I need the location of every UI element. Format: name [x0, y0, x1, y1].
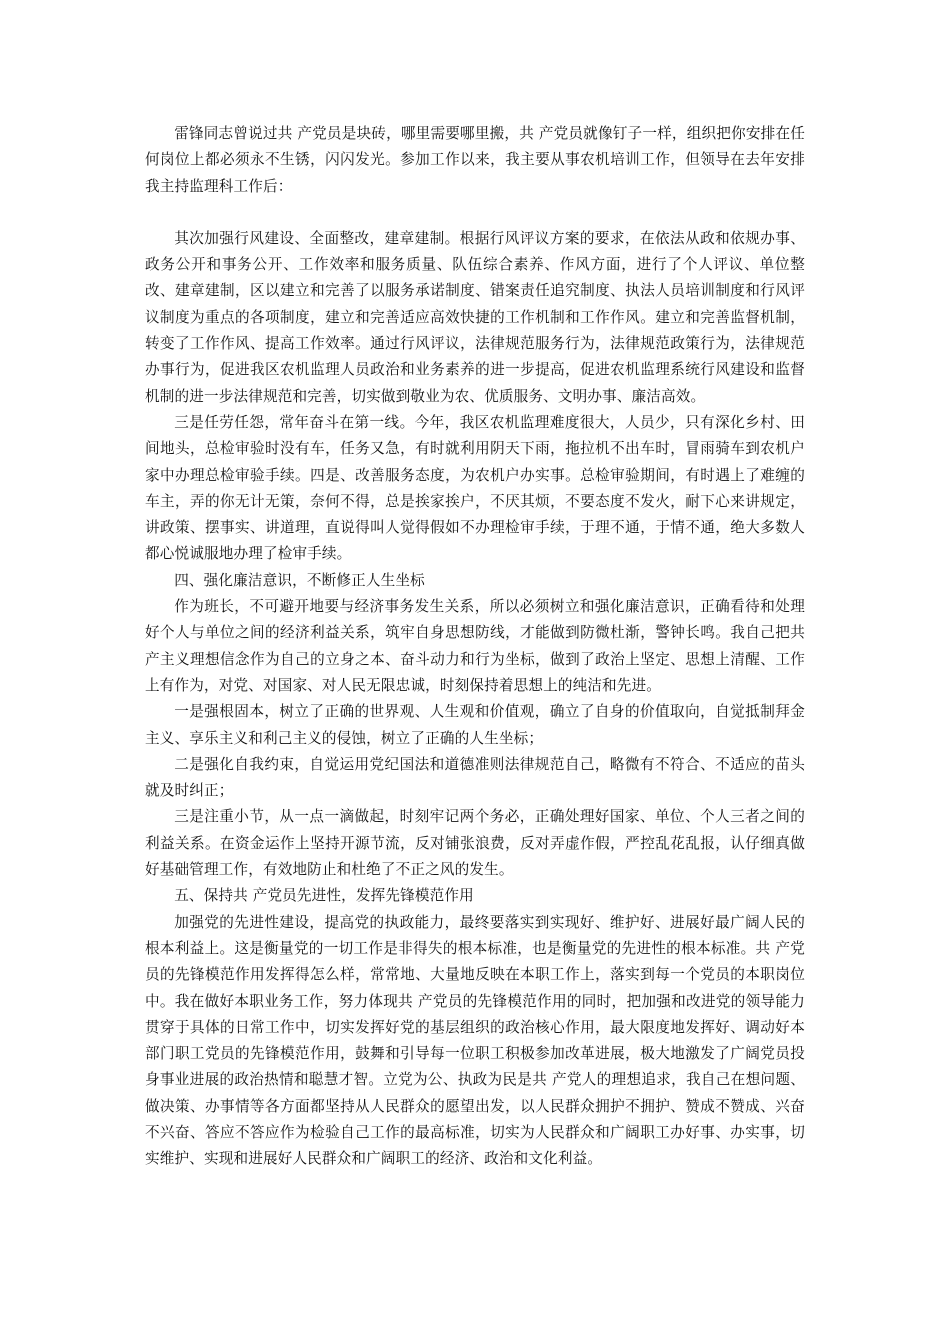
paragraph-party-advancement: 加强党的先进性建设，提高党的执政能力，最终要落实到实现好、维护好、进展好最广阔人民的根本利益上。这是衡量党的一切工作是非得失的根本标准，也是衡量党的先进性的根本标准。共 产党员的先锋模范作用发挥得怎么样，常常地、大量地反映在本职工作上，落实到每一个党员的本职岗位中。我在做好本职业务工作，努力体现共 产党员的先锋模范作用的同时，把加强和改进党的领导能力贯穿于具体的日常工作中，切实发挥好党的基层组织的政治核心作用，最大限度地发挥好、调动好本部门职工党员的先锋模范作用，鼓舞和引导每一位职工积极参加改革进展，极大地激发了广阔党员投身事业进展的政治热情和聪慧才智。立党为公、执政为民是共 产党人的理想追求，我自己在想问题、做决策、办事情等各方面都坚持从人民群众的愿望出发，以人民群众拥护不拥护、赞成不赞成、兴奋不兴奋、答应不答应作为检验自己工作的最高标准，切实为人民群众和广阔职工办好事、办实事，切实维护、实现和进展好人民群众和广阔职工的经济、政治和文化利益。 [145, 913, 805, 1168]
section-heading-integrity: 四、强化廉洁意识，不断修正人生坐标 [174, 571, 425, 589]
paragraph-frontline-work: 三是任劳任怨，常年奋斗在第一线。今年，我区农机监理难度很大，人员少，只有深化乡村、田间地头，总检审验时没有车，任务又急，有时就利用阴天下雨，拖拉机不出车时，冒雨骑车到农机户家中办理总检审验手续。四是、改善服务态度，为农机户办实事。总检审验期间，有时遇上了难缠的车主，弄的你无计无策，奈何不得，总是挨家挨户，不厌其烦，不要态度不发火，耐下心来讲规定，讲政策、摆事实、讲道理，直说得叫人觉得假如不办理检审手续，于理不通，于情不通，绝大多数人都心悦诚服地办理了检审手续。 [145, 413, 805, 563]
paragraph-point-three: 三是注重小节，从一点一滴做起，时刻牢记两个务必，正确处理好国家、单位、个人三者之间的利益关系。在资金运作上坚持开源节流，反对铺张浪费，反对弄虚作假，严控乱花乱报，认仔细真做好基础管理工作，有效地防止和杜绝了不正之风的发生。 [145, 808, 805, 879]
paragraph-point-one: 一是强根固本，树立了正确的世界观、人生观和价值观，确立了自身的价值取向，自觉抵制拜金主义、享乐主义和利己主义的侵蚀，树立了正确的人生坐标； [145, 703, 805, 747]
section-heading-vanguard: 五、保持共 产党员先进性，发挥先锋模范作用 [174, 887, 474, 905]
document-body [145, 121, 805, 1173]
paragraph-point-two: 二是强化自我约束，自觉运用党纪国法和道德准则法律规范自己，略微有不符合、不适应的苗头就及时纠正； [145, 755, 805, 800]
paragraph-integrity-awareness: 作为班长，不可避开地要与经济事务发生关系，所以必须树立和强化廉洁意识，正确看待和处理好个人与单位之间的经济利益关系，筑牢自身思想防线，才能做到防微杜渐，警钟长鸣。我自己把共产主义理想信念作为自己的立身之本、奋斗动力和行为坐标，做到了政治上坚定、思想上清醒、工作上有作为，对党、对国家、对人民无限忠诚，时刻保持着思想上的纯洁和先进。 [145, 598, 805, 694]
paragraph-style-building: 其次加强行风建设、全面整改，建章建制。根据行风评议方案的要求，在依法从政和依规办事、政务公开和事务公开、工作效率和服务质量、队伍综合素养、作风方面，进行了个人评议、单位整改、建章建制，区以建立和完善了以服务承诺制度、错案责任追究制度、执法人员培训制度和行风评议制度为重点的各项制度，建立和完善适应高效快捷的工作机制和工作作风。建立和完善监督机制，转变了工作作风、提高工作效率。通过行风评议，法律规范服务行为，法律规范政策行为，法律规范办事行为，促进我区农机监理人员政治和业务素养的进一步提高，促进农机监理系统行风建设和监督机制的进一步法律规范和完善，切实做到敬业为农、优质服务、文明办事、廉洁高效。 [145, 229, 805, 405]
paragraph-intro: 雷锋同志曾说过共 产党员是块砖，哪里需要哪里搬，共 产党员就像钉子一样，组织把你安排在任何岗位上都必须永不生锈，闪闪发光。参加工作以来，我主要从事农机培训工作，但领导在去年安排我主持监理科工作后： [145, 125, 805, 195]
